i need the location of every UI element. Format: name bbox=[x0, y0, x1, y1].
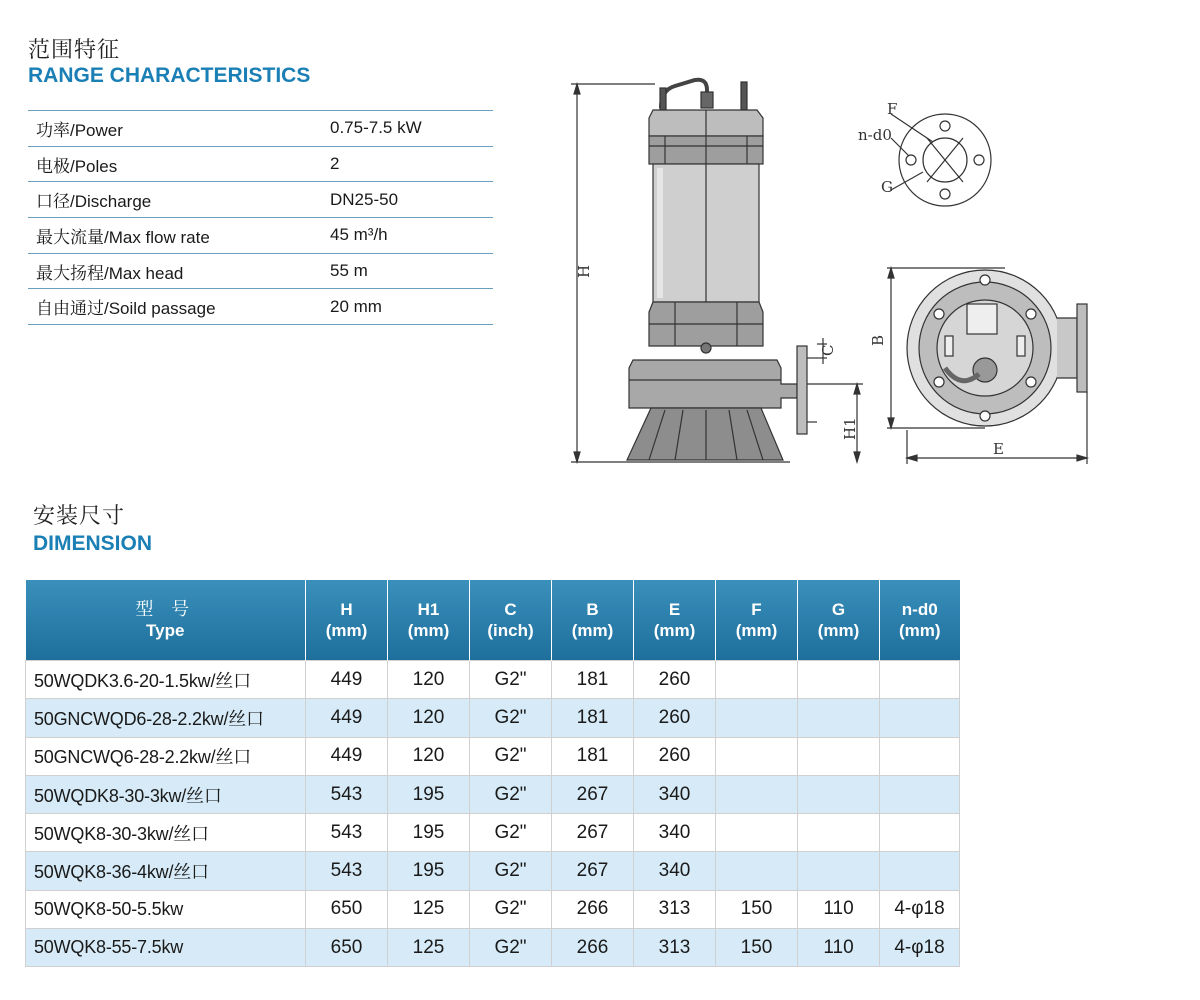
cell-type: 50WQK8-30-3kw/丝口 bbox=[26, 814, 306, 852]
pump-dimension-drawing bbox=[565, 68, 1095, 468]
range-row bbox=[28, 218, 493, 254]
range-value: 20 mm bbox=[330, 296, 382, 316]
header-e: E (mm) bbox=[634, 580, 716, 661]
cell-value bbox=[798, 737, 880, 775]
cell-value: G2" bbox=[470, 699, 552, 737]
cell-value bbox=[880, 661, 960, 699]
cell-value: 120 bbox=[388, 699, 470, 737]
cell-value: 449 bbox=[306, 661, 388, 699]
cell-value: 195 bbox=[388, 852, 470, 890]
cell-value: 4-φ18 bbox=[880, 890, 960, 928]
cell-value bbox=[798, 775, 880, 813]
cell-type: 50WQK8-55-7.5kw bbox=[26, 929, 306, 967]
range-title-en: RANGE CHARACTERISTICS bbox=[28, 64, 311, 87]
cell-value: 267 bbox=[552, 814, 634, 852]
cell-value: 650 bbox=[306, 929, 388, 967]
cell-type: 50WQK8-50-5.5kw bbox=[26, 890, 306, 928]
label-H1: H1 bbox=[841, 417, 859, 440]
cell-value: G2" bbox=[470, 737, 552, 775]
label-H: H bbox=[575, 264, 593, 278]
cell-value: 125 bbox=[388, 890, 470, 928]
cell-value bbox=[798, 814, 880, 852]
cell-value: 120 bbox=[388, 661, 470, 699]
header-row bbox=[26, 580, 960, 661]
cell-value: 195 bbox=[388, 814, 470, 852]
cell-value: 120 bbox=[388, 737, 470, 775]
table-row bbox=[26, 737, 960, 775]
cell-value: G2" bbox=[470, 814, 552, 852]
cell-value: 449 bbox=[306, 699, 388, 737]
cell-value: G2" bbox=[470, 929, 552, 967]
cell-value: G2" bbox=[470, 661, 552, 699]
cell-value: 181 bbox=[552, 699, 634, 737]
cell-value bbox=[716, 775, 798, 813]
cell-value: 195 bbox=[388, 775, 470, 813]
header-nd0: n-d0 (mm) bbox=[880, 580, 960, 661]
label-G: G bbox=[881, 178, 893, 196]
table-row bbox=[26, 661, 960, 699]
cell-value: 543 bbox=[306, 852, 388, 890]
range-label: 最大扬程/Max head bbox=[36, 263, 184, 283]
cell-value: 150 bbox=[716, 890, 798, 928]
range-label: 功率/Power bbox=[36, 120, 123, 140]
cell-value bbox=[798, 699, 880, 737]
cell-type: 50GNCWQ6-28-2.2kw/丝口 bbox=[26, 737, 306, 775]
label-C: C bbox=[819, 344, 837, 356]
cell-type: 50WQDK3.6-20-1.5kw/丝口 bbox=[26, 661, 306, 699]
cell-type: 50GNCWQD6-28-2.2kw/丝口 bbox=[26, 699, 306, 737]
cell-value bbox=[716, 852, 798, 890]
cell-value: G2" bbox=[470, 775, 552, 813]
range-row bbox=[28, 111, 493, 147]
table-row bbox=[26, 929, 960, 967]
dimension-table bbox=[25, 580, 960, 967]
range-row bbox=[28, 289, 493, 325]
cell-value bbox=[880, 699, 960, 737]
cell-value: 650 bbox=[306, 890, 388, 928]
cell-value: G2" bbox=[470, 852, 552, 890]
header-g: G (mm) bbox=[798, 580, 880, 661]
table-row bbox=[26, 852, 960, 890]
cell-value bbox=[880, 737, 960, 775]
range-title-zh: 范围特征 bbox=[28, 38, 121, 63]
range-value: DN25-50 bbox=[330, 189, 399, 209]
cell-value: 313 bbox=[634, 929, 716, 967]
range-value: 55 m bbox=[330, 261, 368, 281]
cell-value: 266 bbox=[552, 890, 634, 928]
header-b: B (mm) bbox=[552, 580, 634, 661]
cell-value: 181 bbox=[552, 661, 634, 699]
cell-value: 181 bbox=[552, 737, 634, 775]
cell-value bbox=[880, 775, 960, 813]
table-row bbox=[26, 814, 960, 852]
label-nd0: n-d0 bbox=[858, 126, 892, 144]
range-row bbox=[28, 182, 493, 218]
range-characteristics-table bbox=[28, 110, 493, 325]
cell-value: 4-φ18 bbox=[880, 929, 960, 967]
cell-value: 110 bbox=[798, 929, 880, 967]
cell-value bbox=[716, 737, 798, 775]
label-B: B bbox=[869, 334, 887, 346]
range-row bbox=[28, 254, 493, 290]
range-label: 最大流量/Max flow rate bbox=[36, 227, 210, 247]
table-row bbox=[26, 775, 960, 813]
cell-value bbox=[880, 814, 960, 852]
header-c: C (inch) bbox=[470, 580, 552, 661]
cell-value: 266 bbox=[552, 929, 634, 967]
cell-value: 340 bbox=[634, 814, 716, 852]
cell-type: 50WQK8-36-4kw/丝口 bbox=[26, 852, 306, 890]
cell-value: 110 bbox=[798, 890, 880, 928]
table-row bbox=[26, 699, 960, 737]
cell-value: 449 bbox=[306, 737, 388, 775]
cell-value: 150 bbox=[716, 929, 798, 967]
header-h1: H1 (mm) bbox=[388, 580, 470, 661]
cell-value: 340 bbox=[634, 775, 716, 813]
cell-value: 267 bbox=[552, 852, 634, 890]
cell-value: 260 bbox=[634, 699, 716, 737]
range-label: 电极/Poles bbox=[36, 156, 118, 176]
cell-value: 543 bbox=[306, 814, 388, 852]
header-type: 型 号 Type bbox=[26, 580, 306, 661]
range-row bbox=[28, 147, 493, 183]
cell-value: 340 bbox=[634, 852, 716, 890]
cell-value: G2" bbox=[470, 890, 552, 928]
cell-value: 267 bbox=[552, 775, 634, 813]
cell-value: 313 bbox=[634, 890, 716, 928]
range-label: 口径/Discharge bbox=[36, 192, 152, 212]
cell-value bbox=[880, 852, 960, 890]
dimension-title-zh: 安装尺寸 bbox=[33, 504, 126, 529]
range-value: 0.75-7.5 kW bbox=[330, 118, 422, 138]
header-h: H (mm) bbox=[306, 580, 388, 661]
cell-value: 260 bbox=[634, 661, 716, 699]
cell-value: 260 bbox=[634, 737, 716, 775]
range-value: 2 bbox=[330, 154, 340, 174]
header-f: F (mm) bbox=[716, 580, 798, 661]
cell-value bbox=[798, 661, 880, 699]
table-row bbox=[26, 890, 960, 928]
cell-value bbox=[716, 814, 798, 852]
cell-value bbox=[716, 699, 798, 737]
range-value: 45 m³/h bbox=[330, 225, 388, 245]
cell-value bbox=[716, 661, 798, 699]
dimension-title-en: DIMENSION bbox=[33, 532, 153, 555]
label-E: E bbox=[993, 440, 1004, 458]
cell-value bbox=[798, 852, 880, 890]
cell-value: 125 bbox=[388, 929, 470, 967]
cell-type: 50WQDK8-30-3kw/丝口 bbox=[26, 775, 306, 813]
cell-value: 543 bbox=[306, 775, 388, 813]
label-F: F bbox=[887, 100, 898, 118]
range-label: 自由通过/Soild passage bbox=[36, 299, 216, 319]
